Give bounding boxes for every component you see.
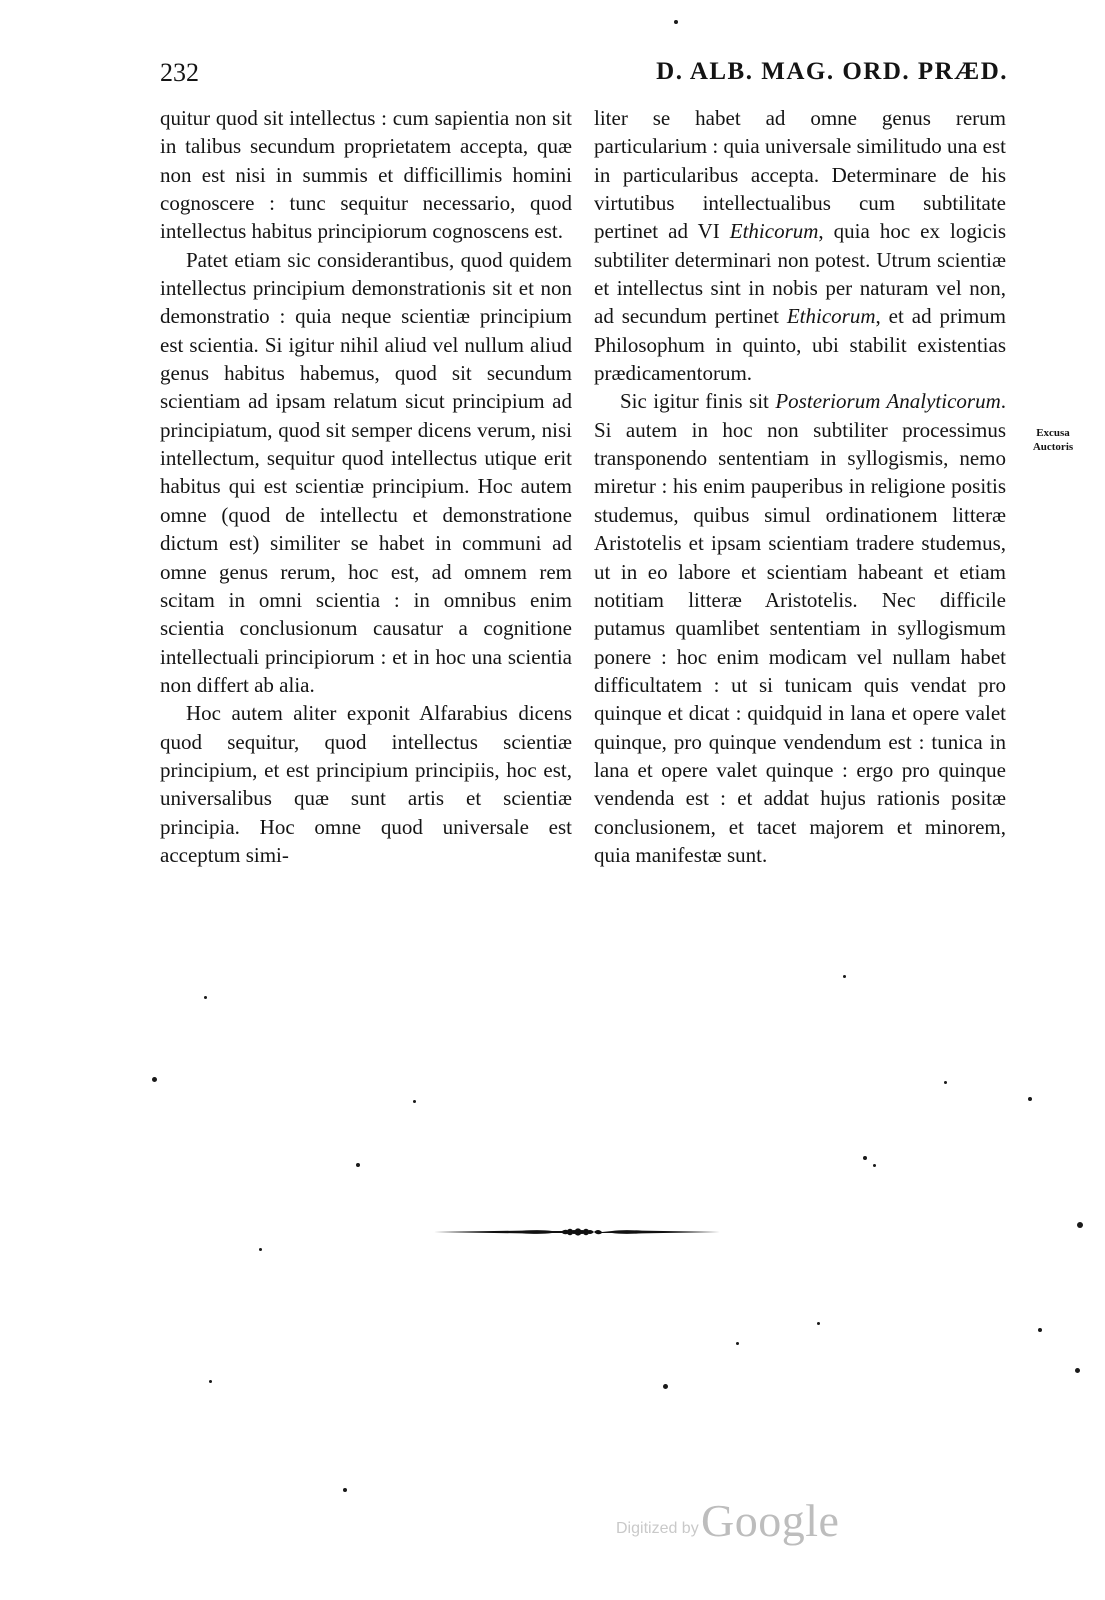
page-number: 232 xyxy=(160,58,199,87)
margin-note-line-2: Auctoris xyxy=(1032,441,1074,453)
print-speck xyxy=(1077,1222,1083,1228)
print-speck xyxy=(817,1322,820,1325)
print-speck xyxy=(944,1081,947,1084)
left-text-column xyxy=(160,104,572,869)
right-text-column xyxy=(594,104,1006,869)
book-title-ethicorum: Ethicorum xyxy=(729,219,819,244)
print-speck xyxy=(152,1077,157,1082)
digitized-by-label: Digitized by xyxy=(616,1520,699,1537)
left-paragraph-3: Hoc autem aliter exponit Alfarabius dicens quod sequitur, quod intellectus scientiæ principium, et est principium principiis, hoc est, universalibus quæ sunt artis et scientiæ principia. Hoc omne quod universale est acceptum simi- xyxy=(160,701,572,867)
margin-note xyxy=(1018,426,1088,454)
google-logo: Google xyxy=(701,1495,840,1546)
print-speck xyxy=(1038,1328,1042,1332)
running-title: D. ALB. MAG. ORD. PRÆD. xyxy=(656,58,1008,85)
book-title-posteriorum: Posteriorum Analyticorum xyxy=(775,389,1001,414)
print-speck xyxy=(356,1163,360,1167)
book-title-ethicorum-2: Ethicorum xyxy=(786,304,876,329)
right-paragraph-2: Sic igitur finis sit Posteriorum Analyticorum. Si autem in hoc non subtiliter processimus transponendo sententiam in syllogismis, nemo miretur : his enim pauperibus in religione positis studemus, quibus simul ordinationem litteræ Aristotelis et ipsam scientiam tradere studemus, ut in eo labore et scientiam habeant et etiam notitiam litteræ Aristotelis. Nec difficile putamus quamlibet sententiam in syllogismum ponere : hoc enim modicam vel nullam habet difficultatem : ut si tunicam quis vendat pro quinque et dicat : quidquid in lana et opere valet quinque, pro quinque vendendum est : tunica in lana et opere valet quinque : ergo pro quinque vendenda est : et addat hujus rationis positæ conclusionem, et tacet majorem et minorem, quia manifestæ sunt. xyxy=(594,389,1006,867)
print-speck xyxy=(663,1384,668,1389)
right-paragraph-1: liter se habet ad omne genus rerum particularium : quia universale similitudo una est in particularibus accepta. Determinare de his virtutibus intellectualibus cum subtilitate pertinet ad VI Ethicorum, quia hoc ex logicis subtiliter determinari non potest. Utrum scientiæ et intellectus sint in nobis per naturam vel non, ad secundum pertinet Ethicorum, et ad primum Philosophum in quinto, ubi stabilit existentias prædicamentorum. xyxy=(594,106,1006,386)
print-speck xyxy=(343,1488,347,1492)
print-speck xyxy=(863,1156,867,1160)
print-speck xyxy=(1075,1368,1080,1373)
print-speck xyxy=(873,1164,876,1167)
end-ornament-rule xyxy=(432,1225,722,1239)
print-speck xyxy=(259,1248,262,1251)
print-speck xyxy=(843,975,846,978)
left-paragraph-1: quitur quod sit intellectus : cum sapientia non sit in talibus secundum proprietatem accepta, quæ non est nisi in summis et difficillimis homini cognoscere : tunc sequitur necessario, quod intellectus habitus principiorum cognoscens est. xyxy=(160,106,572,244)
left-paragraph-2: Patet etiam sic considerantibus, quod quidem intellectus principium demonstrationis sit et non demonstratio : quia neque scientiæ principium est scientia. Si igitur nihil aliud vel nullum aliud genus habitus habemus, quod sit secundum scientiam ad ipsam relatum sicut principium ad principiatum, quod sit semper dicens verum, nisi intellectum, sequitur quod intellectus utique erit habitus qui est scientiæ principium. Hoc autem omne (quod de intellectu et demonstratione dictum est) similiter se habet in communi ad omne genus rerum, hoc est, ad omnem rem scitam in omni scientia : in omnibus enim scientia conclusionum causatur a cognitione intellectuali principiorum : et in hoc una scientia non differt ab alia. xyxy=(160,247,572,697)
print-speck xyxy=(736,1342,739,1345)
print-speck xyxy=(204,996,207,999)
print-speck xyxy=(209,1380,212,1383)
running-header xyxy=(160,58,1008,94)
margin-note-line-1: Excusa xyxy=(1036,427,1070,439)
print-speck xyxy=(413,1100,416,1103)
print-speck xyxy=(1028,1097,1032,1101)
print-speck xyxy=(674,20,678,24)
